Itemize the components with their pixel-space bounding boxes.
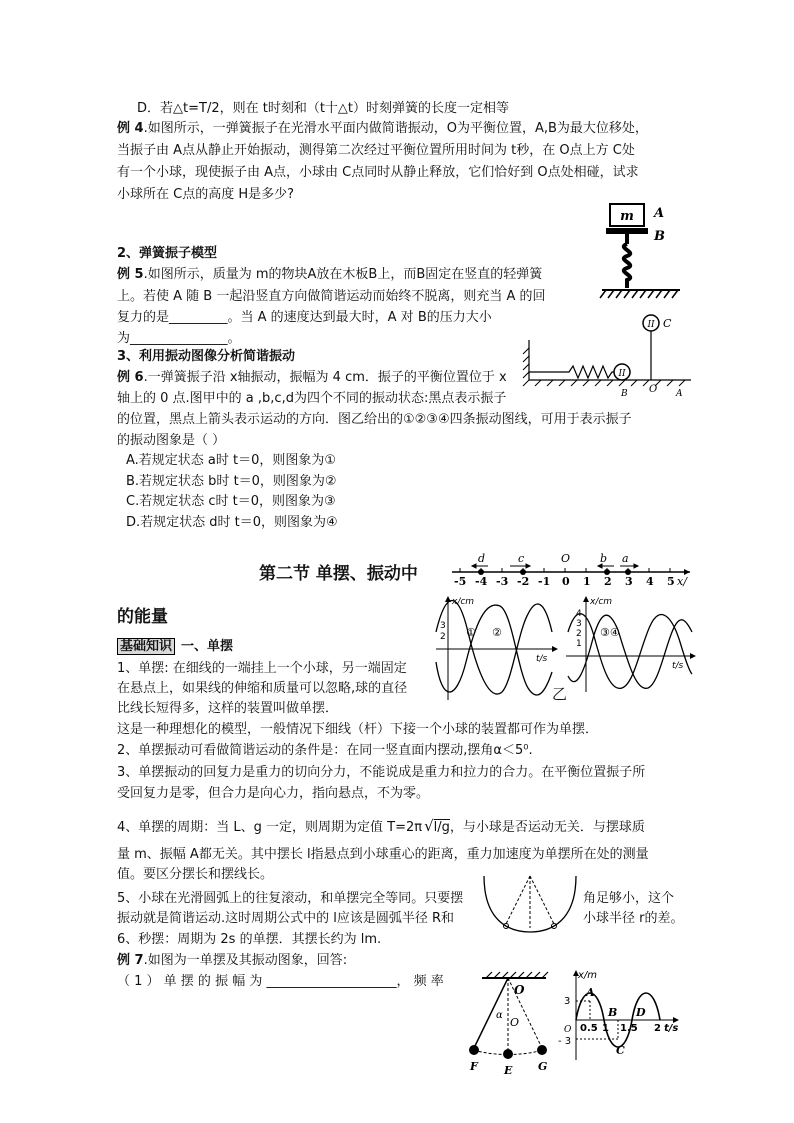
example-7-line2: （ 1 ） 单 摆 的 振 幅 为 ____________________， 频 率 [117,974,444,989]
bowl-figure [478,868,582,936]
pendulum-p1-line4: 这是一种理想化的模型，一般情况下细线（杆）下接一个小球的装置都可作为单摆． [117,722,599,737]
curve-1-label: ① [466,626,476,639]
state-a-label: a [622,552,629,565]
pendulum-p4-line3: 值。要区分摆长和摆线长。 [117,867,274,882]
option-c: C.若规定状态 c时 t＝0，则图象为③ [126,494,336,509]
example-4-text: 例 4.如图所示，一弹簧振子在光滑水平面内做简谐振动，O为平衡位置，A,B为最大位移处， [117,121,648,136]
ball-c-label: II [647,320,655,330]
option-a: A.若规定状态 a时 t＝0，则图象为① [126,453,337,468]
pendulum-p1-line1: 1、单摆: 在细线的一端挂上一个小球，另一端固定 [117,661,407,676]
tick--5: -5 [454,575,467,588]
tick-3: 3 [625,575,633,588]
section-title: 第二节 单摆、振动中 [259,564,418,584]
section-graph-analysis: 3、利用振动图像分析简谐振动 [117,349,296,364]
pendulum-graph [558,968,688,1064]
basic-knowledge-badge: 基础知识 [117,638,175,655]
tlabel-jia: t/s [536,654,548,664]
block-spring-figure [598,196,688,308]
label-a: A [654,206,665,221]
point-c: C [616,1044,625,1057]
origin-label: O [561,552,571,565]
ylabel-yi: x/cm [590,597,613,607]
pendulum-p1-line2: 在悬点上，如果线的伸缩和质量可以忽略,球的直径 [117,681,408,696]
pendulum-p3-line1: 3、单摆振动的回复力是重力的切向分力，不能说成是重力和拉力的合力。在平衡位置振子所 [117,765,646,780]
example-6-text: 例 6.一弹簧振子沿 x轴振动，振幅为 4 cm．振子的平衡位置位于 x [117,370,507,385]
point-b: B [608,1006,618,1019]
curve-34-label: ③④ [600,626,620,639]
example-7-text: 例 7.如图为一单摆及其振动图象，回答: [117,953,348,968]
alpha-label: α [496,1010,503,1021]
pivot-o-label: O [514,983,525,997]
label-c: C [663,317,672,330]
pendulum-p1-line3: 比线长短得多，这样的装置叫做单摆． [117,701,339,716]
label-m: m [620,209,634,224]
ytick-1: 1 [576,639,582,649]
label-b: B [654,229,665,244]
ttick-1.5: 1.5 [620,1023,638,1034]
tick-4: 4 [646,575,654,588]
pendulum-p5-line1a: 5、小球在光滑圆弧上的往复滚动，和单摆完全等同。只要摆 [117,891,464,906]
horizontal-spring-figure [521,308,696,400]
tick-5: 5 [667,575,675,588]
curve-2-label: ② [492,626,502,639]
ytick-4: 4 [576,609,582,619]
pendulum-p6: 6、秒摆：周期为 2s 的单摆．其摆长约为 lm. [117,932,382,947]
e-label: E [504,1064,513,1077]
pendulum-p4-line2: 量 m、振幅 A都无关。其中摆长 l指悬点到小球重心的距离，重力加速度为单摆所在处的测量 [117,847,649,862]
graph-yi-caption: 乙 [552,685,568,703]
example-5-text: 例 5.如图所示，质量为 m的物块A放在木板B上，而B固定在竖直的轻弹簧 [117,267,543,282]
state-b-label: b [600,552,608,565]
tick--4: -4 [475,575,488,588]
option-d: D.若规定状态 d时 t＝0，则图象为④ [126,515,338,530]
ttick-1: 1 [602,1023,609,1034]
ball-label: II [618,369,626,379]
graph-jia [432,592,562,704]
pendulum-p3-line2: 受回复力是零，但合力是向心力，指向悬点，不为零。 [117,786,430,801]
option-d-line: D．若△t=T/2，则在 t时刻和（t十△t）时刻弹簧的长度一定相等 [137,101,510,116]
pendulum-p5-line1b: 角足够小，这个 [583,891,675,906]
g-label: G [538,1060,548,1073]
ylabel-jia: x/cm [452,597,475,607]
state-c-label: c [518,552,525,565]
pendulum-p4-line1: 4、单摆的周期：当 L、g 一定，则周期为定值 T=2π √l/g，与小球是否运动无关．与摆球质 [117,817,645,835]
ylabel-x-m: x/m [578,970,598,981]
example-5-line2: 上。若使 A 随 B 一起沿竖直方向做简谐运动而始终不脱离，则充当 A 的回 [117,289,546,304]
graph-yi [562,592,702,704]
example-6-line3: 的位置，黑点上箭头表示运动的方向．图乙给出的①②③④四条振动图线，可用于表示振子 [117,412,632,427]
ytick-neg3: - 3 [558,1036,572,1047]
example-4-line4: 小球所在 C点的高度 H是多少? [117,187,295,202]
tick--2: -2 [517,575,530,588]
tlabel-yi: t/s [672,661,684,671]
number-axis-figure [448,550,700,590]
label-o: O [649,384,658,395]
mid-o-label: O [510,1016,520,1029]
ytick-2: 2 [440,632,446,642]
tick--3: -3 [496,575,509,588]
tick--1: -1 [538,575,551,588]
label-a: A [676,389,683,399]
axis-x-label: x/ [677,575,687,588]
example-4-line3: 有一个小球，现使振子由 A点，小球由 C点同时从静止释放，它们恰好到 O点处相碰，试求 [117,165,639,180]
tlabel-pend: t/s [664,1023,679,1034]
origin-label: O [564,1025,572,1035]
example-4-line2: 当振子由 A点从静止开始振动，测得第二次经过平衡位置所用时间为 t秒，在 O点上方 C处 [117,143,635,158]
pendulum-p5-line2b: 小球半径 r的差。 [583,911,684,926]
option-b: B.若规定状态 b时 t＝0，则图象为② [126,474,337,489]
example-5-line4: 为_______________。 [117,331,241,346]
tick-1: 1 [583,575,591,588]
section-title-cont: 的能量 [117,607,168,627]
point-d: D [636,1006,646,1019]
tick-2: 2 [604,575,612,588]
pendulum-p2: 2、单摆振动可看做简谐运动的条件是：在同一竖直面内摆动,摆角α＜5⁰. [117,743,533,758]
ttick-2: 2 [654,1023,661,1034]
pendulum-p5-line2a: 振动就是简谐运动.这时周期公式中的 l应该是圆弧半径 R和 [117,911,455,926]
ytick-2: 2 [576,629,582,639]
section-spring-model: 2、弹簧振子模型 [117,246,218,261]
ytick-3: 3 [564,996,571,1007]
f-label: F [470,1060,478,1073]
ytick-3: 3 [576,619,582,629]
point-a: A [586,986,595,999]
example-6-line2: 轴上的 0 点.图甲中的 a ,b,c,d为四个不同的振动状态:黑点表示振子 [117,391,507,406]
label-b: B [621,389,628,399]
ttick-0.5: 0.5 [580,1023,598,1034]
ytick-3: 3 [440,621,446,631]
example-6-line4: 的振动图象是（ ） [117,433,226,448]
basic-knowledge-heading: 基础知识 一、单摆 [117,639,233,655]
tick-0: 0 [562,575,570,588]
state-d-label: d [478,552,486,565]
example-5-line3: 复力的是_________。当 A 的速度达到最大时，A 对 B的压力大小 [117,310,492,325]
